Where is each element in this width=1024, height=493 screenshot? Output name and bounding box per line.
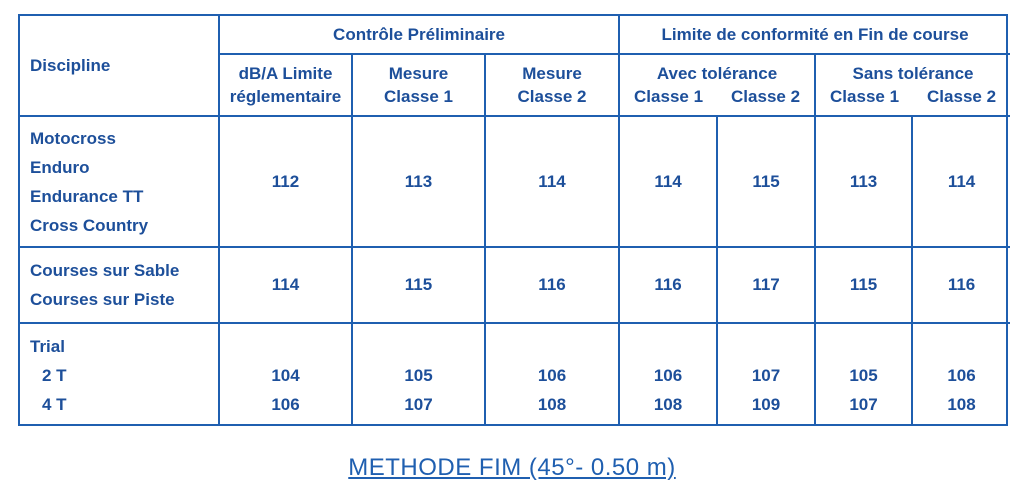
noise-limits-table [18,14,1008,426]
value-cell: 115 [717,116,815,247]
table-row [20,116,1010,247]
header-mesure-classe1 [352,54,485,116]
discipline-endurance-tt: Endurance TT [30,186,144,206]
discipline-trial-2t: 2 T [42,365,67,385]
value-cell: 114 [619,116,717,247]
header-dba-limite [219,54,352,116]
discipline-courses-sable: Courses sur Sable [30,261,180,280]
value-2t: 106 [653,365,683,385]
value-cell: 114 [219,247,352,323]
header-controle-label: Contrôle Préliminaire [333,24,505,44]
value-2t: 107 [751,365,781,385]
discipline-cell [20,323,219,426]
value-4t: 109 [751,394,781,414]
value-2t: 106 [947,365,976,385]
value-cell [912,323,1010,426]
value-4t: 108 [947,394,976,414]
value-cell [485,323,619,426]
value-cell: 114 [485,116,619,247]
discipline-motocross: Motocross [30,128,116,148]
value-cell: 113 [815,116,912,247]
header-sans-classe1: Classe 1 [830,87,900,106]
header-sans-tolerance [815,54,1010,116]
header-avec-classe1: Classe 1 [634,87,704,106]
value-2t: 105 [849,365,878,385]
value-2t: 105 [404,365,433,385]
value-4t: 108 [537,394,567,414]
header-avec-classe2: Classe 2 [731,87,801,106]
header-mes2-line1: Mesure [522,64,582,83]
value-cell: 115 [352,247,485,323]
value-cell: 112 [219,116,352,247]
value-cell: 113 [352,116,485,247]
value-4t: 106 [271,394,300,414]
header-discipline [20,16,219,116]
header-limite-conformite [619,16,1010,54]
value-cell: 117 [717,247,815,323]
value-cell [352,323,485,426]
value-cell: 114 [912,116,1010,247]
value-4t: 107 [404,394,433,414]
noise-limits-grid [20,16,1010,426]
value-2t: 106 [537,365,567,385]
discipline-cell [20,116,219,247]
value-cell: 115 [815,247,912,323]
value-cell: 116 [619,247,717,323]
header-mesure-classe2 [485,54,619,116]
value-cell: 116 [485,247,619,323]
discipline-cross-country: Cross Country [30,215,149,235]
header-mes2-line2: Classe 2 [517,87,587,106]
header-mes1-line1: Mesure [388,64,449,83]
value-4t: 108 [653,394,683,414]
table-row [20,323,1010,426]
value-4t: 107 [849,394,878,414]
table-row [20,247,1010,323]
value-cell [219,323,352,426]
discipline-courses-piste: Courses sur Piste [30,290,175,309]
discipline-trial: Trial [30,336,65,356]
value-cell: 116 [912,247,1010,323]
value-cell [815,323,912,426]
header-avec-label: Avec tolérance [656,64,778,83]
header-limite-label: Limite de conformité en Fin de course [661,24,969,44]
header-discipline-label: Discipline [30,56,111,75]
header-controle-preliminaire [219,16,619,54]
header-avec-tolerance [619,54,815,116]
header-sans-classe2: Classe 2 [927,87,997,106]
header-dba-line2: réglementaire [229,87,342,106]
discipline-trial-4t: 4 T [42,394,67,414]
discipline-enduro: Enduro [30,157,90,177]
value-cell [717,323,815,426]
value-2t: 104 [271,365,300,385]
methode-caption: METHODE FIM (45°- 0.50 m) [348,454,676,481]
header-sans-label: Sans tolérance [852,64,974,83]
discipline-cell [20,247,219,323]
header-mes1-line2: Classe 1 [384,87,453,106]
header-dba-line1: dB/A Limite [238,64,333,83]
value-cell [619,323,717,426]
